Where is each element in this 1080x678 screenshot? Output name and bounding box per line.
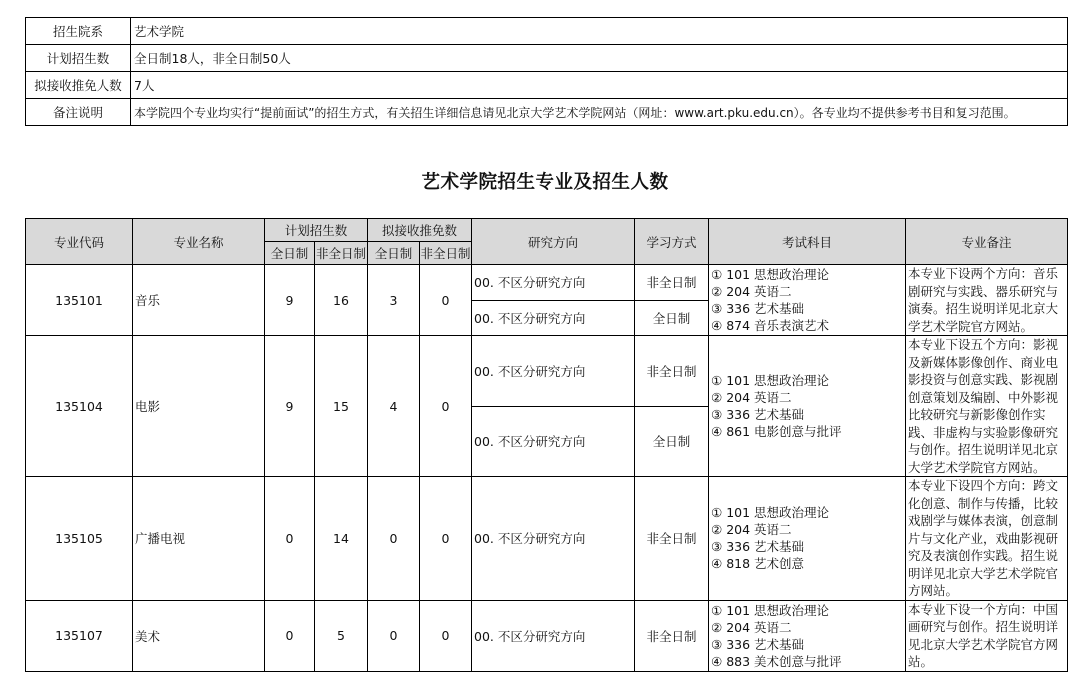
cell-note: 本专业下设两个方向：音乐剧研究与实践、器乐研究与演奏。招生说明详见北京大学艺术学院官方网站。	[906, 265, 1068, 336]
cell-plan-full: 9	[265, 265, 315, 336]
subject-line: ③ 336 艺术基础	[711, 636, 805, 652]
cell-plan-full: 0	[265, 477, 315, 601]
subject-line: ① 101 思想政治理论	[711, 505, 830, 521]
cell-rec-part: 0	[420, 265, 472, 336]
cell-mode: 全日制	[635, 300, 709, 336]
subject-line: ① 101 思想政治理论	[711, 373, 830, 388]
header-rec-part: 非全日制	[420, 242, 472, 265]
cell-name: 美术	[133, 600, 265, 671]
subject-line: ④ 861 电影创意与批评	[711, 424, 842, 439]
header-direction: 研究方向	[472, 219, 635, 265]
info-label: 计划招生数	[26, 45, 131, 72]
cell-note: 本专业下设四个方向：跨文化创意、制作与传播，比较戏剧学与媒体表演，创意制片与文化产业，戏曲影视研究及表演创作实践。招生说明详见北京大学艺术学院官方网站。	[906, 477, 1068, 601]
table-row	[26, 600, 1068, 671]
cell-rec-full: 0	[368, 477, 420, 601]
cell-subjects	[709, 477, 906, 601]
subject-line: ④ 874 音乐表演艺术	[711, 318, 830, 333]
subject-line: ③ 336 艺术基础	[711, 539, 805, 555]
cell-direction: 00. 不区分研究方向	[472, 406, 635, 477]
info-label: 备注说明	[26, 99, 131, 126]
header-plan: 计划招生数	[265, 219, 368, 242]
subject-line: ③ 336 艺术基础	[711, 407, 805, 422]
cell-mode: 非全日制	[635, 336, 709, 407]
cell-mode: 非全日制	[635, 477, 709, 601]
cell-rec-full: 4	[368, 336, 420, 477]
cell-name: 广播电视	[133, 477, 265, 601]
info-row-notes	[26, 99, 1068, 126]
cell-direction: 00. 不区分研究方向	[472, 300, 635, 336]
table-row	[26, 477, 1068, 601]
cell-rec-full: 3	[368, 265, 420, 336]
info-row-recommend	[26, 72, 1068, 99]
header-subjects: 考试科目	[709, 219, 906, 265]
table-row	[26, 336, 1068, 407]
cell-plan-part: 16	[315, 265, 368, 336]
info-row-plan	[26, 45, 1068, 72]
cell-rec-part: 0	[420, 336, 472, 477]
cell-rec-part: 0	[420, 477, 472, 601]
cell-code: 135101	[26, 265, 133, 336]
cell-code: 135104	[26, 336, 133, 477]
header-notes: 专业备注	[906, 219, 1068, 265]
subject-line: ① 101 思想政治理论	[711, 267, 830, 282]
cell-plan-full: 0	[265, 600, 315, 671]
cell-mode: 非全日制	[635, 265, 709, 301]
header-name: 专业名称	[133, 219, 265, 265]
header-rec-full: 全日制	[368, 242, 420, 265]
info-value: 全日制18人，非全日制50人	[131, 45, 1068, 72]
cell-rec-full: 0	[368, 600, 420, 671]
info-value: 7人	[131, 72, 1068, 99]
cell-name: 音乐	[133, 265, 265, 336]
subject-line: ② 204 英语二	[711, 619, 792, 635]
subject-line: ④ 818 艺术创意	[711, 556, 805, 572]
cell-code: 135105	[26, 477, 133, 601]
subject-line: ② 204 英语二	[711, 390, 792, 405]
subject-line: ③ 336 艺术基础	[711, 301, 805, 316]
cell-note: 本专业下设五个方向：影视及新媒体影像创作、商业电影投资与创意实践、影视剧创意策划及编剧、中外影视比较研究与新影像创作实践、非虚构与实验影像研究与创作。招生说明详见北京大学艺术学院官方网站。	[906, 336, 1068, 477]
header-mode: 学习方式	[635, 219, 709, 265]
subject-line: ② 204 英语二	[711, 284, 792, 299]
header-code: 专业代码	[26, 219, 133, 265]
cell-plan-full: 9	[265, 336, 315, 477]
cell-mode: 非全日制	[635, 600, 709, 671]
info-label: 拟接收推免人数	[26, 72, 131, 99]
cell-direction: 00. 不区分研究方向	[472, 477, 635, 601]
cell-direction: 00. 不区分研究方向	[472, 265, 635, 301]
info-table	[25, 17, 1068, 126]
cell-note: 本专业下设一个方向：中国画研究与创作。招生说明详见北京大学艺术学院官方网站。	[906, 600, 1068, 671]
cell-name: 电影	[133, 336, 265, 477]
cell-direction: 00. 不区分研究方向	[472, 600, 635, 671]
cell-plan-part: 5	[315, 600, 368, 671]
cell-subjects	[709, 600, 906, 671]
header-plan-part: 非全日制	[315, 242, 368, 265]
cell-direction: 00. 不区分研究方向	[472, 336, 635, 407]
subject-line: ④ 883 美术创意与批评	[711, 653, 842, 669]
cell-subjects	[709, 336, 906, 477]
table-row	[26, 265, 1068, 301]
info-row-department	[26, 18, 1068, 45]
cell-rec-part: 0	[420, 600, 472, 671]
page-title: 艺术学院招生专业及招生人数	[421, 172, 669, 193]
cell-plan-part: 15	[315, 336, 368, 477]
info-label: 招生院系	[26, 18, 131, 45]
cell-mode: 全日制	[635, 406, 709, 477]
header-recommend: 拟接收推免数	[368, 219, 472, 242]
subject-line: ① 101 思想政治理论	[711, 602, 830, 618]
subject-line: ② 204 英语二	[711, 522, 792, 538]
info-value: 艺术学院	[131, 18, 1068, 45]
cell-subjects	[709, 265, 906, 336]
header-plan-full: 全日制	[265, 242, 315, 265]
majors-table	[25, 218, 1068, 672]
cell-plan-part: 14	[315, 477, 368, 601]
cell-code: 135107	[26, 600, 133, 671]
info-value: 本学院四个专业均实行“提前面试”的招生方式，有关招生详细信息请见北京大学艺术学院网站（网址：www.art.pku.edu.cn）。各专业均不提供参考书目和复习范围。	[131, 99, 1068, 126]
